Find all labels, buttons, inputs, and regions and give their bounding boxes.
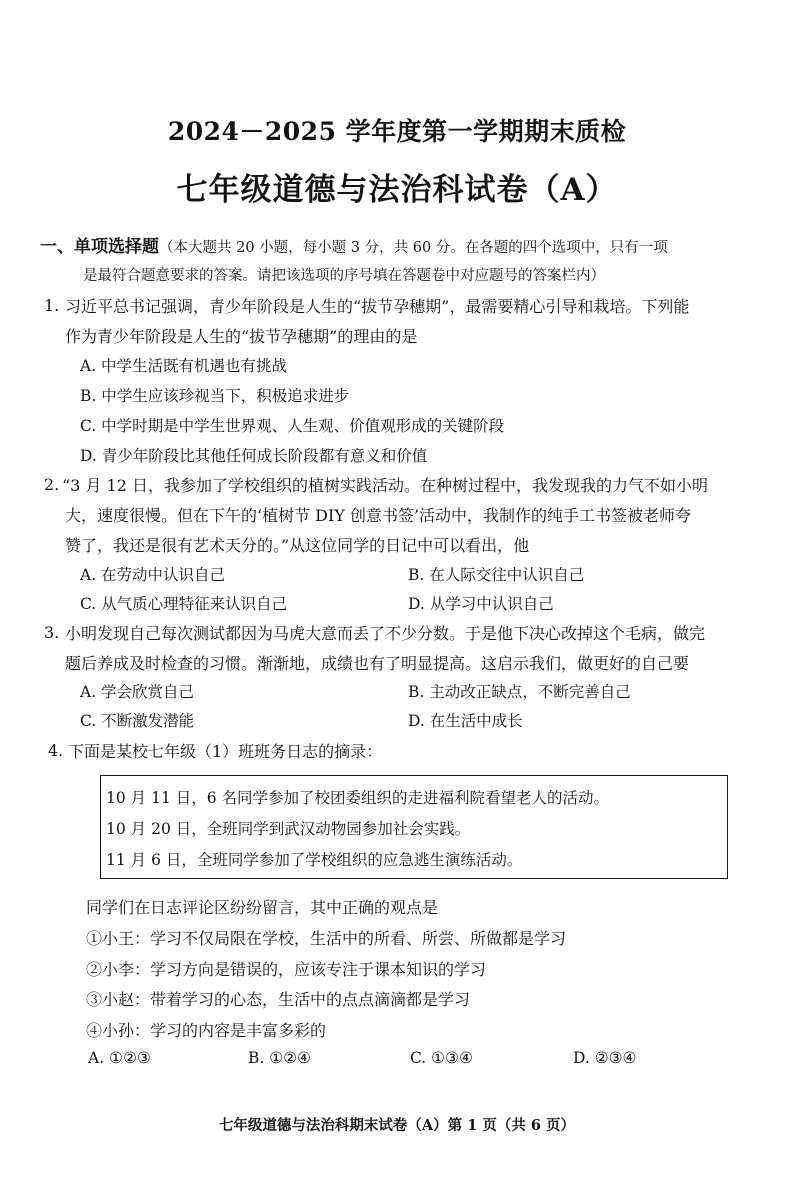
option-c: C. 中学时期是中学生世界观、人生观、价值观形成的关键阶段 xyxy=(80,417,505,435)
option-a: A. 中学生活既有机遇也有挑战 xyxy=(80,357,288,375)
option-b: B. ①②④ xyxy=(248,1049,311,1067)
question-number: 3. xyxy=(44,623,60,642)
option-c: C. 从气质心理特征来认识自己 xyxy=(80,595,288,613)
section-note-1: （本大题共 20 小题，每小题 3 分，共 60 分。在各题的四个选项中，只有一项 xyxy=(159,240,668,256)
question-number: 2. xyxy=(44,475,60,494)
exam-subtitle: 七年级道德与法治科试卷（A） xyxy=(176,172,618,208)
section-note-2: 是最符合题意要求的答案。请把该选项的序号填在答题卷中对应题号的答案栏内） xyxy=(83,268,605,284)
option-d: D. 在生活中成长 xyxy=(408,712,523,730)
option-c: C. ①③④ xyxy=(410,1049,473,1067)
statement-4: ④小孙：学习的内容是丰富多彩的 xyxy=(86,1021,327,1040)
option-b: B. 主动改正缺点，不断完善自己 xyxy=(408,683,631,701)
question-text: 作为青少年阶段是人生的“拔节孕穗期”的理由的是 xyxy=(65,327,418,346)
log-entry: 11 月 6 日，全班同学参加了学校组织的应急逃生演练活动。 xyxy=(106,851,523,869)
section-heading-line xyxy=(40,232,668,257)
question-text: 下面是某校七年级（1）班班务日志的摘录： xyxy=(68,742,383,761)
question-text: 小明发现自己每次测试都因为马虎大意而丢了不少分数。于是他下决心改掉这个毛病，做完 xyxy=(65,624,706,643)
page-footer: 七年级道德与法治科期末试卷（A）第 1 页（共 6 页） xyxy=(218,1117,576,1134)
statement-1: ①小王：学习不仅局限在学校，生活中的所看、所尝、所做都是学习 xyxy=(86,929,567,948)
class-log-box xyxy=(100,775,728,879)
log-entry: 10 月 20 日，全班同学到武汉动物园参加社会实践。 xyxy=(106,820,471,838)
option-d: D. 青少年阶段比其他任何成长阶段都有意义和价值 xyxy=(80,447,428,465)
question-prompt: 同学们在日志评论区纷纷留言，其中正确的观点是 xyxy=(86,898,439,917)
option-a: A. ①②③ xyxy=(88,1049,151,1067)
option-d: D. ②③④ xyxy=(573,1049,637,1067)
log-entry: 10 月 11 日，6 名同学参加了校团委组织的走进福利院看望老人的活动。 xyxy=(106,789,610,807)
option-d: D. 从学习中认识自己 xyxy=(408,595,554,613)
option-b: B. 在人际交往中认识自己 xyxy=(408,566,585,584)
statement-3: ③小赵：带着学习的心态，生活中的点点滴滴都是学习 xyxy=(86,990,471,1009)
question-number: 4. xyxy=(48,741,64,760)
section-heading: 一、单项选择题 xyxy=(40,237,159,257)
statement-2: ②小李：学习方向是错误的，应该专注于课本知识的学习 xyxy=(86,960,487,979)
question-text: 赞了，我还是很有艺术天分的。”从这位同学的日记中可以看出，他 xyxy=(65,536,530,555)
question-text: “3 月 12 日，我参加了学校组织的植树实践活动。在种树过程中，我发现我的力气不如小明 xyxy=(62,476,708,495)
option-b: B. 中学生应该珍视当下，积极追求进步 xyxy=(80,387,350,405)
option-a: A. 学会欣赏自己 xyxy=(80,683,195,701)
exam-title: 2024－2025 学年度第一学期期末质检 xyxy=(167,117,627,146)
option-a: A. 在劳动中认识自己 xyxy=(80,566,226,584)
question-text: 习近平总书记强调，青少年阶段是人生的“拔节孕穗期”，最需要精心引导和栽培。下列能 xyxy=(65,297,690,316)
question-number: 1. xyxy=(44,296,60,315)
option-c: C. 不断激发潜能 xyxy=(80,712,195,730)
question-text: 大，速度很慢。但在下午的‘植树节 DIY 创意书签’活动中，我制作的纯手工书签被老师夸 xyxy=(65,506,692,525)
question-text: 题后养成及时检查的习惯。渐渐地，成绩也有了明显提高。这启示我们，做更好的自己要 xyxy=(65,654,690,673)
